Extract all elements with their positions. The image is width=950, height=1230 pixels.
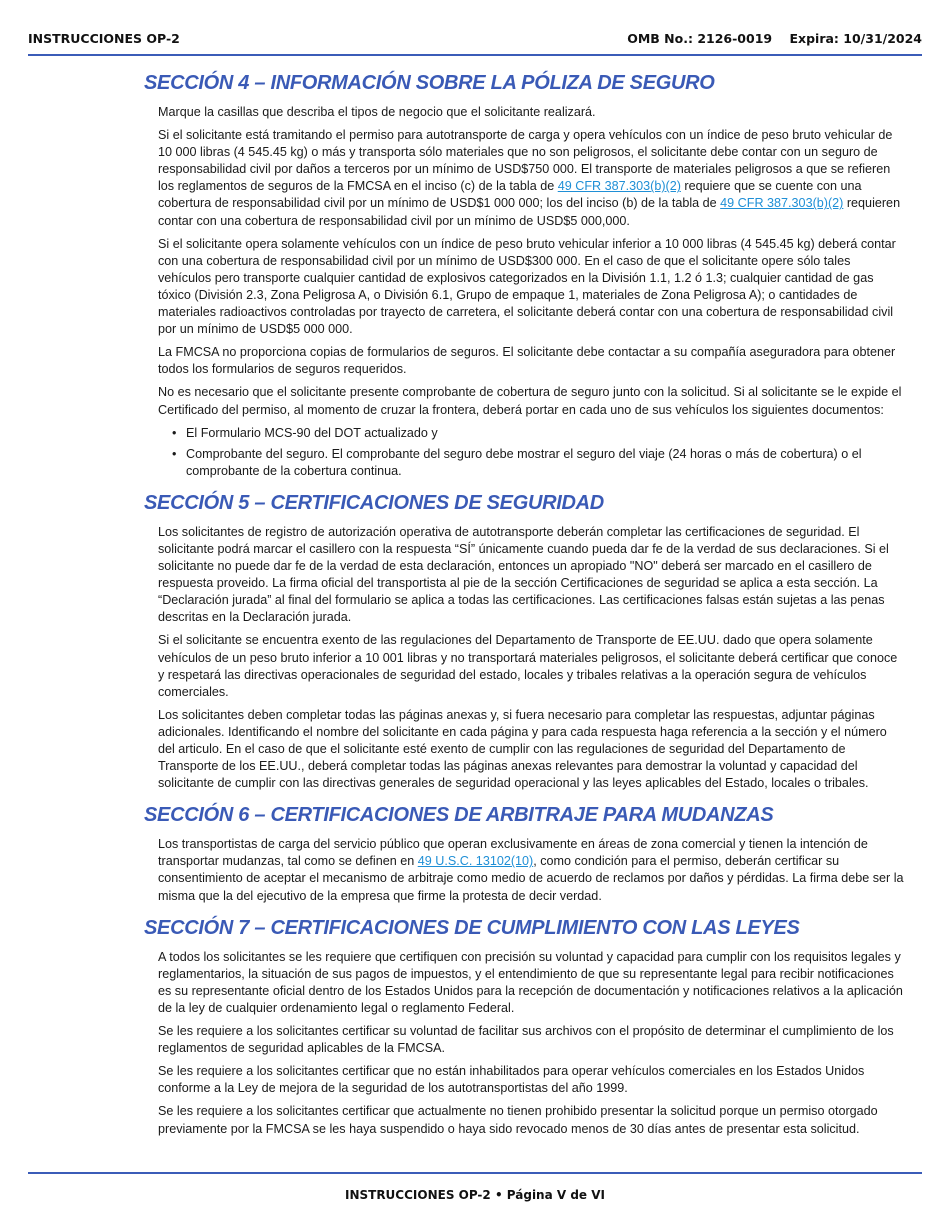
section-6 xyxy=(144,802,906,904)
section-4-paragraph-1: Marque la casillas que describa el tipos de negocio que el solicitante realizará. xyxy=(158,105,596,119)
section-7-paragraph-4: Se les requiere a los solicitantes certificar que actualmente no tienen prohibido presentar la solicitud porque un permiso otorgado previamente por la FMCSA se les haya suspendido o haya sido revocado menos de 30 días antes de presentar esta solicitud. xyxy=(158,1104,878,1136)
footer-divider xyxy=(28,1172,922,1174)
section-5-title: SECCIÓN 5 – CERTIFICACIONES DE SEGURIDAD xyxy=(144,491,604,514)
section-7-paragraph-1: A todos los solicitantes se les requiere que certifiquen con precisión su voluntad y capacidad para cumplir con los requisitos legales y reglamentarios, la situación de sus pagos de impuestos, y el entendimiento de que su representante legal para recibir notificaciones es su representante oficial dentro de los Estados Unidos para la recepción de documentación y notificaciones relativos a la aplicación de la ley de cualquier ordenamiento legal o reglamento Federal. xyxy=(158,949,903,1015)
text-run: , como condición para el permiso, deberán certificar su consentimiento de aceptar el mecanismo de arbitraje como medio de acuerdo de reclamos por daños y pérdidas. La firma debe ser la misma que la del ejecutivo de la empresa que firme la protesta de decir verdad. xyxy=(158,854,904,903)
omb-expiration: OMB No.: 2126-0019 Expira: 10/31/2024 xyxy=(627,31,922,46)
section-4-paragraph-2 xyxy=(158,127,906,230)
section-5-paragraph-1: Los solicitantes de registro de autorización operativa de autotransporte deberán completar las certificaciones de seguridad. El solicitante podrá marcar el casillero con la respuesta “SÍ” únicamente cuando pueda dar fe de la verdad de sus declaraciones. Si el solicitante no puede dar fe de la verdad de esta declaración, entonces un apropiado "NO" deberá ser marcado en el casillero de respuesta proveido. La firma oficial del transportista al pie de la sección Certificaciones de seguridad se aplica a esta sección. La “Declaración jurada” al final del formulario se aplica a todas las certificaciones. Las certificaciones falsas están sujetas a las penas descritas en la Declaración jurada. xyxy=(158,524,889,625)
usc-link[interactable]: 49 U.S.C. 13102(10) xyxy=(417,854,534,869)
section-4-title: SECCIÓN 4 – INFORMACIÓN SOBRE LA PÓLIZA DE SEGURO xyxy=(144,72,715,94)
text-run: Los transportistas de carga del servicio público que operan exclusivamente en áreas de zona comercial y tienen la intención de transportar mudanzas, tal como se definen en xyxy=(158,837,868,869)
text-run: Si el solicitante está tramitando el permiso para autotransporte de carga y opera vehículos con un índice de peso bruto vehicular de 10 000 libras (4 545.45 kg) o más y transporta sólo materiales que no son peligrosos, el solicitante debe contar con un seguro de responsabilidad civil por daños a terceros por un mínimo de USD$750 000. El transporte de materiales peligrosos a que se refieren los reglamentos de seguros de la FMCSA en el inciso (c) de la tabla de xyxy=(158,128,893,194)
section-6-paragraph-1 xyxy=(158,836,906,904)
section-7-title: SECCIÓN 7 – CERTIFICACIONES DE CUMPLIMIENTO CON LAS LEYES xyxy=(144,916,800,939)
document-body xyxy=(144,70,906,1144)
section-7-paragraph-2: Se les requiere a los solicitantes certificar su voluntad de facilitar sus archivos con el propósito de determinar el cumplimiento de los reglamentos de seguridad aplicables de la FMCSA. xyxy=(158,1024,894,1056)
section-5-paragraph-2: Si el solicitante se encuentra exento de las regulaciones del Departamento de Transporte de EE.UU. dado que opera solamente vehículos de un peso bruto inferior a 10 001 libras y no transportará materiales peligrosos, el solicitante deberá certificar que conoce y respetará las directivas operacionales de seguridad del estado, locales y tribales relativas a la operación segura de vehículos comerciales. xyxy=(158,633,898,699)
section-4-paragraph-4: La FMCSA no proporciona copias de formularios de seguros. El solicitante debe contactar a su compañía aseguradora para obtener todos los formularios de seguros requeridos. xyxy=(158,345,896,377)
section-4-paragraph-5: No es necesario que el solicitante presente comprobante de cobertura de seguro junto con la solicitud. Si al solicitante se le expide el Certificado del permiso, al momento de cruzar la frontera, deberá portar en cada uno de sus vehículos los siguientes documentos: xyxy=(158,385,902,417)
required-documents-list xyxy=(158,425,906,480)
text-run: requiere que se cuente con una cobertura de responsabilidad civil por un mínimo de USD$1 000 000; los del inciso (b) de la tabla de xyxy=(158,179,862,211)
page-header xyxy=(28,30,922,56)
text-run: requieren contar con una cobertura de responsabilidad civil por un mínimo de USD$5 000,000. xyxy=(158,196,901,228)
section-5 xyxy=(144,490,906,792)
cfr-link-1[interactable]: 49 CFR 387.303(b)(2) xyxy=(557,179,681,194)
section-4 xyxy=(144,70,906,480)
page-footer: INSTRUCCIONES OP-2 • Página V de VI xyxy=(344,1188,605,1202)
section-4-paragraph-3: Si el solicitante opera solamente vehículos con un índice de peso bruto vehicular inferior a 10 000 libras (4 545.45 kg) deberá contar con una cobertura de responsabilidad civil por un mínimo de USD$300 000. En el caso de que el solicitante opere sólo tales vehículos pero transporte cualquier cantidad de explosivos categorizados en la División 1.1, 1.2 ó 1.3; cualquier cantidad de gas tóxico (División 2.3, Zona Peligrosa A, o División 6.1, Grupo de empaque 1, materiales de Zona Peligrosa A); o cantidades de materiales radioactivos controladas por trayecto de carretera, el solicitante deberá contar con una cobertura de responsabilidad civil por un mínimo de USD$5 000 000. xyxy=(158,236,896,337)
cfr-link-2[interactable]: 49 CFR 387.303(b)(2) xyxy=(720,196,844,211)
list-item: • Comprobante del seguro. El comprobante del seguro debe mostrar el seguro del viaje (24 horas o más de cobertura) o el comprobante de la cobertura continua. xyxy=(158,446,906,480)
list-item: • El Formulario MCS-90 del DOT actualizado y xyxy=(158,425,906,442)
section-6-title: SECCIÓN 6 – CERTIFICACIONES DE ARBITRAJE PARA MUDANZAS xyxy=(144,804,774,827)
form-name: INSTRUCCIONES OP-2 xyxy=(28,31,180,46)
section-5-paragraph-3: Los solicitantes deben completar todas las páginas anexas y, si fuera necesario para completar las respuestas, adjuntar páginas adicionales. Identificando el nombre del solicitante en cada página y para cada respuesta haga referencia a la sección y el número del articulo. En el caso de que el solicitante esté exento de cumplir con las regulaciones de seguridad del Departamento de Transporte de los EE.UU., deberá completar todas las páginas anexas relevantes para demostrar la voluntad y capacidad del solicitante de cumplir con las directivas generales de seguridad operacional y las leyes aplicables del Estado, locales o tribales. xyxy=(158,707,887,791)
section-7-paragraph-3: Se les requiere a los solicitantes certificar que no están inhabilitados para operar vehículos comerciales en los Estados Unidos conforme a la Ley de mejora de la seguridad de los autotransportistas del año 1999. xyxy=(158,1064,865,1096)
section-7 xyxy=(144,915,906,1138)
